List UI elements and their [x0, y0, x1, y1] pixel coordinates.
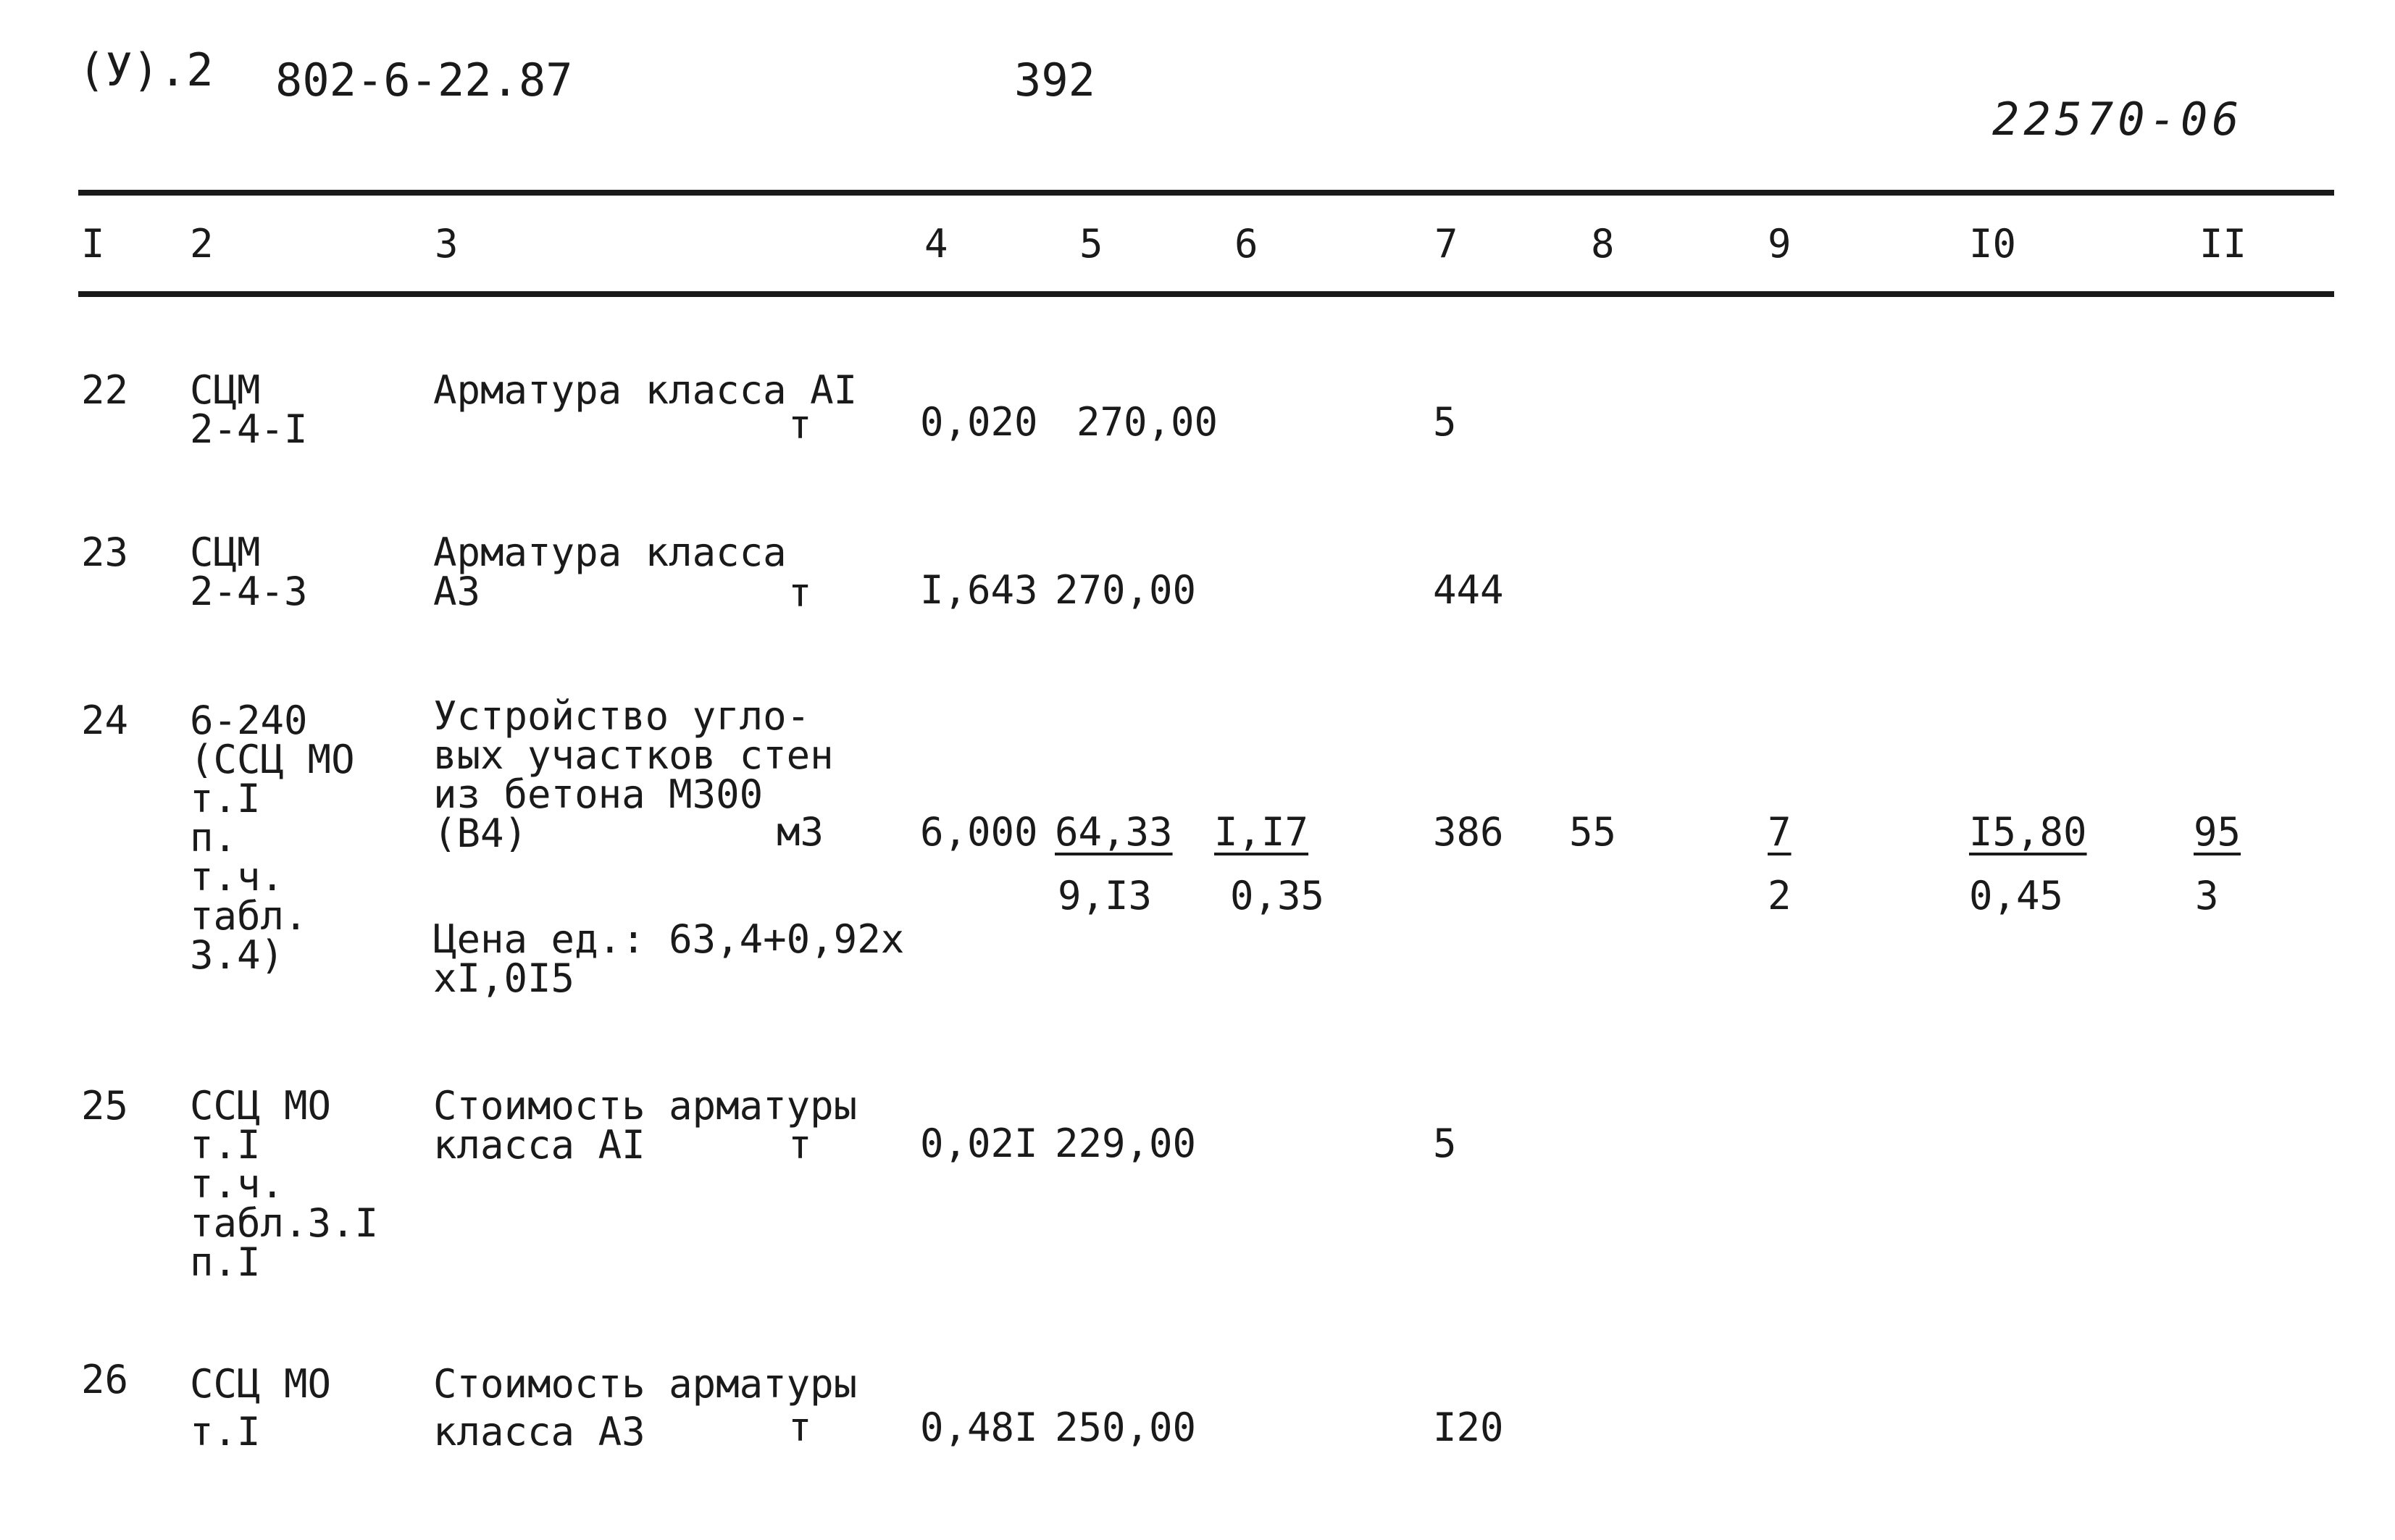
column-header: 7: [1434, 221, 1458, 267]
doc-prefix: (У).2: [78, 43, 214, 96]
row-col11: 95: [2194, 809, 2241, 855]
row-name: Стоимость арматуры класса А3: [433, 1361, 858, 1455]
doc-code: 802-6-22.87: [275, 54, 573, 106]
row-col9-sub: 2: [1768, 873, 1792, 918]
row-col11-sub: 3: [2195, 873, 2219, 918]
row-name: Арматура класса АI: [433, 367, 858, 413]
row-code: ССЦ МО т.I т.ч. табл.3.I п.I: [190, 1083, 379, 1285]
row-total: 5: [1433, 1121, 1457, 1166]
row-quantity: 0,020: [920, 399, 1038, 445]
row-price-note: Цена ед.: 63,4+0,92х хI,0I5: [433, 916, 905, 1001]
row-unit: т: [788, 1405, 812, 1450]
row-code: СЦМ 2-4-I: [190, 367, 308, 452]
column-header: 5: [1079, 221, 1103, 267]
row-name: Арматура класса А3: [433, 530, 787, 614]
reference-number: 22570-06: [1992, 93, 2244, 146]
row-unit: т: [788, 402, 812, 448]
row-total: 386: [1433, 809, 1504, 855]
top-rule: [78, 190, 2334, 196]
row-price: 250,00: [1055, 1405, 1197, 1450]
row-unit: т: [788, 570, 812, 616]
column-header: 4: [924, 221, 948, 267]
row-col10: I5,80: [1969, 809, 2087, 855]
row-total: 5: [1433, 399, 1457, 445]
row-col6: I,I7: [1214, 809, 1309, 855]
column-header: 2: [190, 221, 214, 267]
row-col6-sub: 0,35: [1230, 873, 1325, 918]
column-header: I: [81, 221, 105, 267]
row-price-sub: 9,I3: [1058, 873, 1153, 918]
column-header: 3: [435, 221, 459, 267]
column-header: 6: [1234, 221, 1258, 267]
row-quantity: 0,02I: [920, 1121, 1038, 1166]
row-number: 26: [81, 1357, 129, 1402]
row-number: 25: [81, 1083, 129, 1129]
column-header: II: [2199, 221, 2247, 267]
row-price: 270,00: [1077, 399, 1219, 445]
header-bottom-rule: [78, 291, 2334, 297]
column-header: I0: [1969, 221, 2017, 267]
row-quantity: 0,48I: [920, 1405, 1038, 1450]
row-price: 64,33: [1055, 809, 1173, 855]
row-quantity: 6,000: [920, 809, 1038, 855]
row-price: 270,00: [1055, 567, 1197, 613]
row-col8: 55: [1569, 809, 1617, 855]
page-number: 392: [1014, 54, 1095, 106]
row-code: 6-240 (ССЦ МО т.I п. т.ч. табл. 3.4): [190, 698, 355, 978]
row-number: 22: [81, 367, 129, 413]
row-name: Устройство угло- вых участков стен из бетона М300 (В4): [433, 693, 834, 856]
row-total: 444: [1433, 567, 1504, 613]
column-header: 8: [1591, 221, 1615, 267]
row-col10-sub: 0,45: [1969, 873, 2064, 918]
row-code: СЦМ 2-4-3: [190, 530, 308, 614]
row-code: ССЦ МО т.I: [190, 1361, 332, 1455]
row-price: 229,00: [1055, 1121, 1197, 1166]
row-col9: 7: [1768, 809, 1792, 855]
column-header: 9: [1768, 221, 1792, 267]
row-number: 23: [81, 530, 129, 575]
row-name: Стоимость арматуры класса АI: [433, 1083, 858, 1168]
row-unit: м3: [777, 809, 824, 855]
row-quantity: I,643: [920, 567, 1038, 613]
row-number: 24: [81, 698, 129, 743]
row-total: I20: [1433, 1405, 1504, 1450]
row-unit: т: [788, 1122, 812, 1168]
